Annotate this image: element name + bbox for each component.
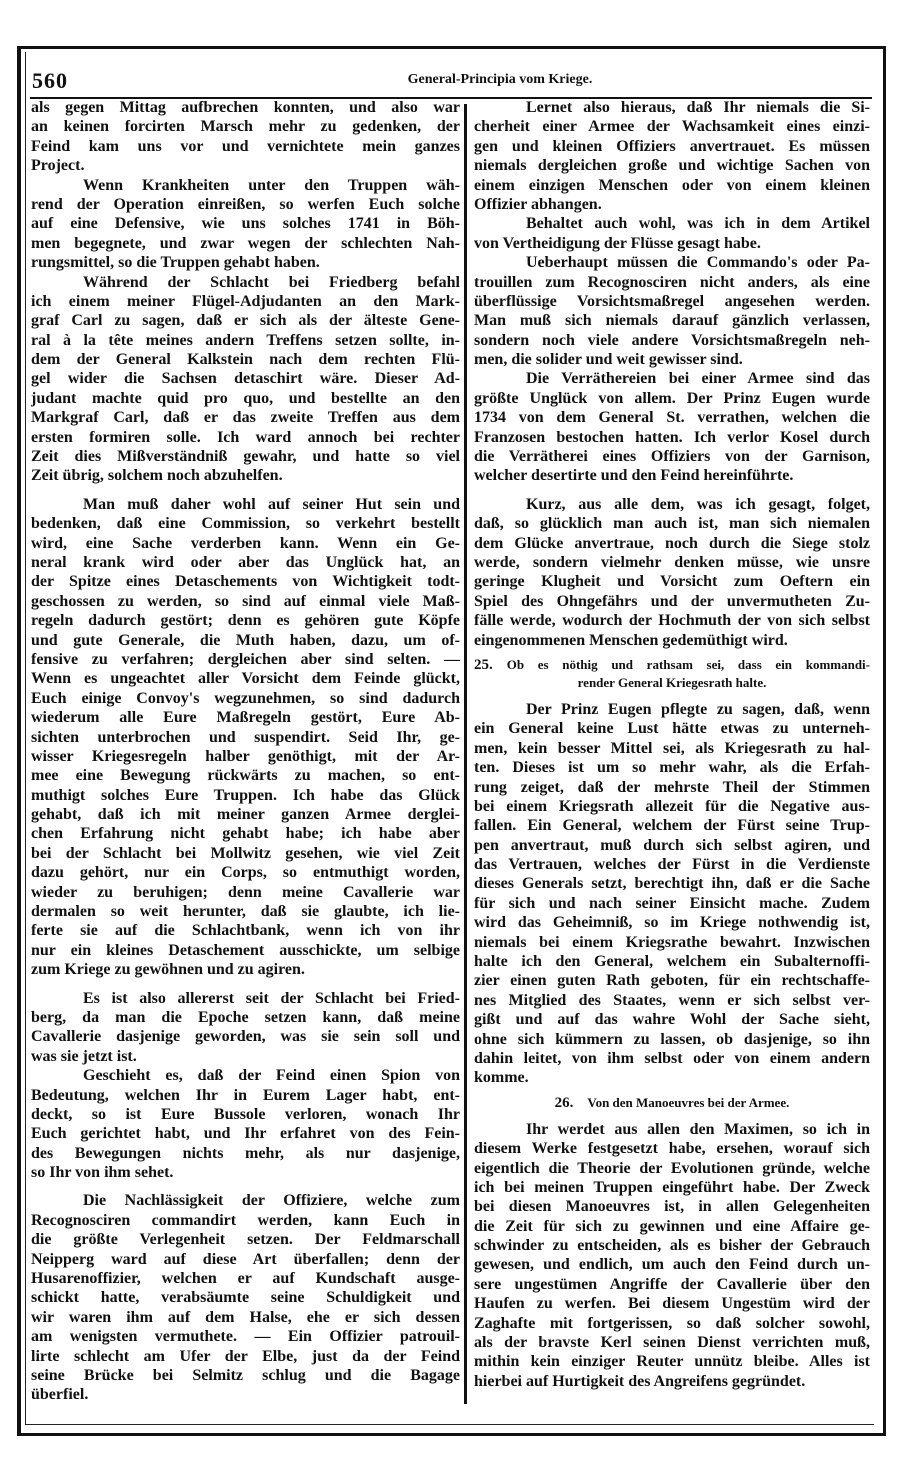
paragraph xyxy=(474,495,870,650)
text-line: was sie jetzt ist. xyxy=(31,1047,137,1065)
text-line: Wenn Krankheiten unter den Truppen wäh- xyxy=(83,176,460,194)
text-line: schickt hatte, verabsäumte seine Schuldigkeit und xyxy=(31,1289,460,1307)
text-line: diesem Werke festgesetzt habe, ersehen, worauf sich xyxy=(474,1140,870,1158)
text-line: trouillen zum Recognosciren nicht anders, als eine xyxy=(474,273,870,291)
paragraph xyxy=(31,98,460,176)
text-line: fälle werde, wodurch der Hochmuth der von sich selbst xyxy=(474,612,870,630)
text-line: ersten formiren solle. Ich ward annoch bei rechter xyxy=(31,428,460,446)
text-line: pen anvertraut, muß durch sich selbst agiren, und xyxy=(474,836,870,854)
text-line: Markgraf Carl, daß er das zweite Treffen aus dem xyxy=(31,409,460,427)
text-line: zier einen guten Rath geboten, für ein rechtschaffe- xyxy=(474,972,870,990)
text-line: men, die solider und weit gewisser sind. xyxy=(474,351,743,369)
text-line: Während der Schlacht bei Friedberg befahl xyxy=(83,273,460,291)
text-line: Der Prinz Eugen pflegte zu sagen, daß, wenn xyxy=(526,700,870,718)
text-line: gißt und auf das wahre Wohl der Sache sieht, xyxy=(474,1011,870,1029)
text-line: ral à la tête meines andern Treffens setzen sollte, in- xyxy=(31,331,460,349)
paragraph xyxy=(31,176,460,273)
text-line: men, kein besser Mittel sei, als Kriegesrath zu hal- xyxy=(474,739,870,757)
text-line: Project. xyxy=(31,157,85,175)
heading-text: Ob es nöthig und rathsam sei, dass ein kommandi- xyxy=(506,656,870,672)
text-line: wird das Geheimniß, so im Kriege nothwendig ist, xyxy=(474,914,870,932)
text-line: Es ist also allererst seit der Schlacht bei Fried- xyxy=(83,989,460,1007)
text-line: gen und kleinen Offiziers anvertrauet. Es müssen xyxy=(474,137,870,155)
text-line: dem Glücke anvertraue, noch durch die Siege stolz xyxy=(474,534,870,552)
text-line: bei der Schlacht bei Mollwitz gesehen, wie viel Zeit xyxy=(31,844,460,862)
text-line: überfiel. xyxy=(31,1386,89,1404)
text-line: dermalen so weit herunter, daß sie glaubte, ich lie- xyxy=(31,903,460,921)
text-line: Franzosen bestochen hatten. Ich verlor Kosel durch xyxy=(474,428,870,446)
text-line: als gegen Mittag aufbrechen konnten, und also war xyxy=(31,99,460,116)
text-line: ich einem meiner Flügel-Adjudanten an den Mark- xyxy=(31,292,460,310)
running-title: General-Principia vom Kriege. xyxy=(407,72,593,87)
text-line: wir waren ihm auf dem Halse, ehe er sich dessen xyxy=(31,1308,460,1326)
text-line: Ihr werdet aus allen den Maximen, so ich in xyxy=(526,1120,870,1138)
text-line: eigentlich die Theorie der Evolutionen gründe, welche xyxy=(474,1159,870,1177)
text-line: die Zeit für sich zu gewinnen und eine Affaire ge- xyxy=(474,1217,870,1235)
text-line: sondern noch viele andere Vorsichtsmaßregeln neh- xyxy=(474,331,870,349)
text-line: Man muß daher wohl auf seiner Hut sein und xyxy=(83,495,460,513)
text-line: Die Verräthereien bei einer Armee sind das xyxy=(526,370,870,388)
page-number: 560 xyxy=(32,68,68,93)
text-line: Euch gerichtet habt, und Ihr erfahret von des Fein- xyxy=(31,1125,460,1143)
text-line: nur ein kleines Detaschement ausschickte, um selbige xyxy=(31,941,460,959)
text-line: dem der General Kalkstein nach dem rechten Flü- xyxy=(31,351,460,369)
text-line: dazu gehört, nur ein Corps, so entmuthigt worden, xyxy=(31,864,460,882)
text-line: rungsmittel, so die Truppen gehabt haben. xyxy=(31,254,320,272)
text-line: wird, eine Sache verderben kann. Wenn ein Ge- xyxy=(31,534,460,552)
heading-line-continued xyxy=(474,674,870,692)
paragraph xyxy=(31,273,460,486)
text-line: der Spitze eines Detaschements von Wichtigkeit todt- xyxy=(31,573,460,591)
text-line: wiederum alle Eure Maßregeln gestört, Eure Ab- xyxy=(31,709,460,727)
section-heading xyxy=(474,1094,870,1112)
text-line: die Verrätherei eines Offiziers von der Garnison, xyxy=(474,448,870,466)
text-line: Feind kam uns vor und vernichtete mein ganzes xyxy=(31,137,460,155)
text-line: gehabt, daß ich mit meiner ganzen Armee derglei- xyxy=(31,806,460,824)
text-line: Behaltet auch wohl, was ich in dem Artikel xyxy=(526,215,870,233)
text-line: Geschieht es, daß der Feind einen Spion von xyxy=(83,1067,460,1085)
text-line: Zeit dies Mißverständniß gewahr, und hatte so viel xyxy=(31,448,460,466)
paragraph xyxy=(31,1066,460,1182)
text-line: Neipperg ward auf diese Art überfallen; denn der xyxy=(31,1250,460,1268)
text-line: komme. xyxy=(474,1069,529,1087)
paragraph xyxy=(31,989,460,1067)
text-line: rend der Operation einreißen, so werfen Euch solche xyxy=(31,195,460,213)
text-line: ein General keine Lust hätte etwas zu unterneh- xyxy=(474,720,870,738)
text-line: sichten unterbrochen und suspendirt. Seid Ihr, ge- xyxy=(31,728,460,746)
text-line: Cavallerie dasjenige geworden, was sie sein soll und xyxy=(31,1028,460,1046)
text-line: größte Unglück von allem. Der Prinz Eugen wurde xyxy=(474,389,870,407)
text-line: ferte sie auf die Schlachtbank, wenn ich von ihr xyxy=(31,922,460,940)
text-line: einem einzigen Menschen oder von einem kleinen xyxy=(474,176,870,194)
heading-text: render General Kriegesrath halte. xyxy=(577,674,767,690)
paragraph xyxy=(474,98,870,214)
text-line: niemals dergleichen große und wichtige Sachen von xyxy=(474,157,870,175)
text-line: als der bravste Kerl seinen Dienst verrichten muß, xyxy=(474,1334,870,1352)
text-line: wisser Kriegesregeln halber genöthigt, mit der Ar- xyxy=(31,747,460,765)
text-line: ten. Dieses ist um so mehr wahr, als die Erfah- xyxy=(474,759,870,777)
text-line: judant machte quid pro quo, und bestellte an den xyxy=(31,389,460,407)
text-line: Zaghafte mit fortgerissen, so daß solcher sowohl, xyxy=(474,1314,870,1332)
paragraph xyxy=(474,369,870,485)
paragraph xyxy=(474,700,870,1088)
text-line: men begegnete, und zwar wegen der schlechten Nah- xyxy=(31,234,460,252)
text-line: bedenken, daß eine Commission, so verkehrt bestellt xyxy=(31,515,460,533)
text-line: dieses Generals setzt, berechtigt ihn, daß er die Sache xyxy=(474,875,870,893)
text-line: fensive zu verfahren; dergleichen aber sind selten. — xyxy=(31,650,460,668)
heading-text: Von den Manoeuvres bei der Armee. xyxy=(587,1094,790,1110)
text-line: Man muß sich niemals darauf gänzlich verlassen, xyxy=(474,312,870,330)
text-line: Euch einige Convoy's wegzunehmen, so sind dadurch xyxy=(31,689,460,707)
text-line: gel wider die Sachsen detaschirt wäre. Dieser Ad- xyxy=(31,370,460,388)
text-line: schwinder zu entscheiden, als es bisher der Gebrauch xyxy=(474,1237,870,1255)
heading-line xyxy=(474,656,870,674)
text-line: Zeit übrig, solchem noch abzuhelfen. xyxy=(31,467,283,485)
text-line: niemals bei einem Kriegsrathe bewahrt. Inzwischen xyxy=(474,933,870,951)
text-line: wieder zu beruhigen; denn meine Cavallerie war xyxy=(31,883,460,901)
text-line: Kurz, aus alle dem, was ich gesagt, folget, xyxy=(526,495,870,513)
section-heading xyxy=(474,656,870,692)
text-line: hierbei auf Hurtigkeit des Angreifens gegründet. xyxy=(474,1372,806,1390)
column-divider xyxy=(464,104,467,1404)
text-line: halte ich den General, welchem ein Subalternoffi- xyxy=(474,953,870,971)
text-line: sere ungestümen Angriffe der Cavallerie über den xyxy=(474,1275,870,1293)
text-line: und gute Generale, die Muth haben, dazu, um of- xyxy=(31,631,460,649)
paragraph xyxy=(474,214,870,253)
section-number: 25. xyxy=(474,656,493,673)
text-line: so Ihr von ihm sehet. xyxy=(31,1164,174,1182)
text-line: Spiel des Ohngefährs und der unvermutheten Zu- xyxy=(474,592,870,610)
text-line: auf eine Defensive, wie uns solches 1741 in Böh- xyxy=(31,215,460,233)
section-number: 26. xyxy=(554,1094,574,1111)
text-line: seine Brücke bei Selmitz schlug und die Bagage xyxy=(31,1367,460,1384)
text-line: eingenommenen Menschen gedemüthigt wird. xyxy=(474,631,788,649)
text-line: Bedeutung, welchen Ihr in Eurem Lager habt, ent- xyxy=(31,1086,460,1104)
text-line: Wenn es ungeachtet aller Vorsicht dem Feinde glückt, xyxy=(31,670,460,688)
text-line: Offizier abhangen. xyxy=(474,195,602,213)
text-line: für sich und nach seiner Einsicht mache. Zudem xyxy=(474,894,870,912)
paragraph xyxy=(31,1191,460,1404)
text-line: am wenigsten vermuthete. — Ein Offizier patrouil- xyxy=(31,1328,460,1346)
text-line: neral krank wird oder aber das Unglück hat, an xyxy=(31,553,460,571)
text-line: an keinen forcirten Marsch mehr zu gedenken, der xyxy=(31,118,460,136)
text-line: geschossen zu werden, so sind auf einmal viele Maß- xyxy=(31,592,460,610)
text-line: gewesen, und endlich, um auch den Feind durch un- xyxy=(474,1256,870,1274)
text-line: Ueberhaupt müssen die Commando's oder Pa- xyxy=(526,254,870,272)
text-line: mee eine Bewegung rückwärts zu machen, so ent- xyxy=(31,767,460,785)
text-line: 1734 von dem General St. verrathen, welchen die xyxy=(474,409,870,427)
text-line: das Vertrauen, welches der Fürst in die Verdienste xyxy=(474,856,870,874)
text-line: Lernet also hieraus, daß Ihr niemals die Si- xyxy=(526,99,870,116)
text-line: muthigt solches Eure Truppen. Ich habe das Glück xyxy=(31,786,460,804)
text-line: zum Kriege zu gewöhnen und zu agiren. xyxy=(31,961,305,979)
text-line: berg, da man die Epoche setzen kann, daß meine xyxy=(31,1008,460,1026)
text-line: werde, sondern vielmehr denken müsse, wie unsre xyxy=(474,553,870,571)
text-line: deckt, so ist Eure Bussole verloren, wonach Ihr xyxy=(31,1105,460,1123)
text-line: lirte schlecht am Ufer der Elbe, just da der Feind xyxy=(31,1347,460,1365)
right-column xyxy=(474,98,870,1391)
text-line: ich bei meinen Truppen eingeführt habe. Der Zweck xyxy=(474,1178,870,1196)
heading-line xyxy=(474,1094,870,1112)
text-line: Recognosciren commandirt werden, kann Euch in xyxy=(31,1211,460,1229)
text-line: bei diesen Manoeuvres ist, in allen Gelegenheiten xyxy=(474,1198,870,1216)
paragraph xyxy=(474,1120,870,1391)
paragraph xyxy=(474,253,870,369)
text-line: die größte Verlegenheit setzen. Der Feldmarschall xyxy=(31,1231,460,1249)
text-line: dahin leitet, von ihm selbst oder von einem andern xyxy=(474,1049,870,1067)
text-line: Husarenoffizier, welchen er auf Kundschaft ausge- xyxy=(31,1270,460,1288)
text-line: des Bewegungen nichts mehr, als nur dasjenige, xyxy=(31,1144,460,1162)
left-column xyxy=(31,98,460,1405)
text-line: überflüssige Vorsichtsmaßregel angesehen werden. xyxy=(474,292,870,310)
text-line: daß, so glücklich man auch ist, man sich niemalen xyxy=(474,515,870,533)
text-line: ohne sich kümmern zu lassen, ob dasjenige, so ihn xyxy=(474,1030,870,1048)
text-line: regeln dadurch gestört; denn es gehören gute Köpfe xyxy=(31,612,460,630)
text-line: chen Erfahrung nicht gehabt habe; ich habe aber xyxy=(31,825,460,843)
text-line: cherheit einer Armee der Wachsamkeit eines einzi- xyxy=(474,118,870,136)
text-line: bei einem Kriegsrath allezeit für die Negative aus- xyxy=(474,797,870,815)
paragraph xyxy=(31,495,460,980)
text-line: von Vertheidigung der Flüsse gesagt habe. xyxy=(474,234,761,252)
text-line: welcher desertirte und den Feind hereinführte. xyxy=(474,467,794,485)
text-line: mithin kein einziger Reuter unnütz bleibe. Alles ist xyxy=(474,1353,870,1371)
text-line: geringe Klugheit und Vorsicht zum Oeftern ein xyxy=(474,573,870,591)
text-line: Die Nachlässigkeit der Offiziere, welche zum xyxy=(83,1192,460,1210)
text-line: nes Mitglied des Staates, wenn er sich selbst ver- xyxy=(474,991,870,1009)
text-line: Haufen zu werfen. Bei diesem Ungestüm wird der xyxy=(474,1295,870,1313)
text-line: graf Carl zu sagen, daß er sich als der älteste Gene- xyxy=(31,312,460,330)
text-line: rung zeiget, daß der mehrste Theil der Stimmen xyxy=(474,778,870,796)
text-line: fallen. Ein General, welchem der Fürst seine Trup- xyxy=(474,817,870,835)
